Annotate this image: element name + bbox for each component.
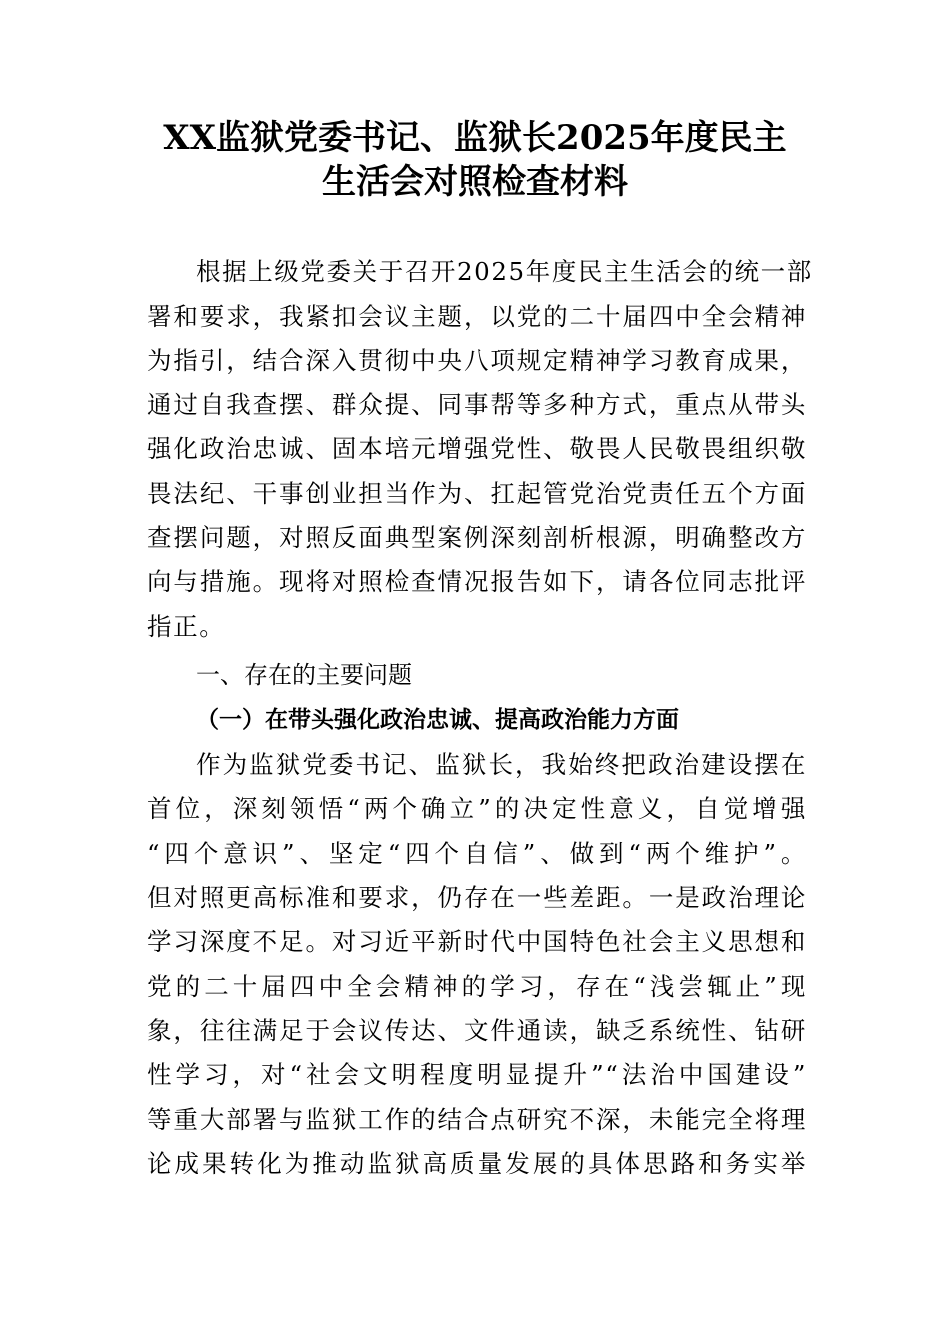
document-title-line-1: XX监狱党委书记、监狱长2025年度民主 [163,118,787,158]
body-paragraph-line: 性学习，对“社会文明程度明显提升”“法治中国建设” [147,1060,807,1089]
body-paragraph-line: 学习深度不足。对习近平新时代中国特色社会主义思想和 [147,927,807,956]
intro-paragraph-line: 指正。 [147,612,226,641]
intro-paragraph-line: 向与措施。现将对照检查情况报告如下，请各位同志批评 [147,567,807,596]
body-paragraph-line: 党的二十届四中全会精神的学习，存在“浅尝辄止”现 [147,972,807,1001]
body-paragraph-line: 作为监狱党委书记、监狱长，我始终把政治建设摆在 [196,750,807,779]
intro-paragraph-line: 查摆问题，对照反面典型案例深刻剖析根源，明确整改方 [147,523,807,552]
body-paragraph-line: 首位，深刻领悟“两个确立”的决定性意义，自觉增强 [147,794,807,823]
document-title-line-2: 生活会对照检查材料 [322,162,628,202]
body-paragraph-line: “四个意识”、坚定“四个自信”、做到“两个维护”。 [147,839,807,868]
body-paragraph-line: 论成果转化为推动监狱高质量发展的具体思路和务实举 [147,1149,807,1178]
intro-paragraph-line: 署和要求，我紧扣会议主题，以党的二十届四中全会精神 [147,302,807,331]
section-heading: 一、存在的主要问题 [196,661,412,689]
intro-paragraph-line: 通过自我查摆、群众提、同事帮等多种方式，重点从带头 [147,390,807,419]
body-paragraph-line: 但对照更高标准和要求，仍存在一些差距。一是政治理论 [147,883,807,912]
body-paragraph-line: 等重大部署与监狱工作的结合点研究不深，未能完全将理 [147,1105,807,1134]
intro-paragraph-line: 畏法纪、干事创业担当作为、扛起管党治党责任五个方面 [147,479,807,508]
body-paragraph-line: 象，往往满足于会议传达、文件通读，缺乏系统性、钻研 [147,1016,807,1045]
intro-paragraph-line: 为指引，结合深入贯彻中央八项规定精神学习教育成果， [147,346,807,375]
intro-paragraph-line: 强化政治忠诚、固本培元增强党性、敬畏人民敬畏组织敬 [147,434,807,463]
subsection-heading: （一）在带头强化政治忠诚、提高政治能力方面 [196,706,679,733]
intro-paragraph-line: 根据上级党委关于召开2025年度民主生活会的统一部 [196,257,813,286]
